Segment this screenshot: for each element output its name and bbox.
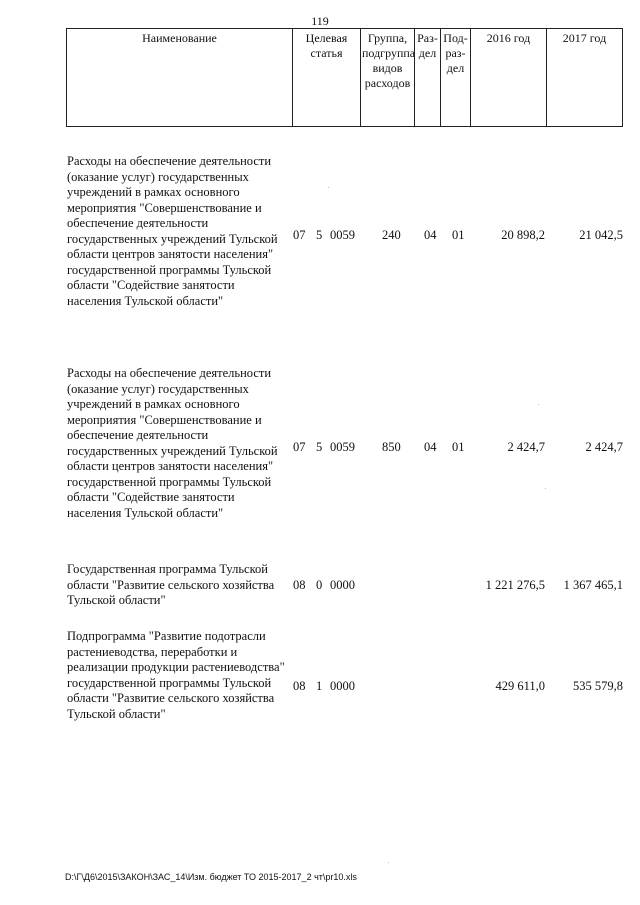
row-value-2016: 429 611,0	[495, 679, 545, 693]
row-code: 0059	[330, 440, 355, 454]
row-value-2016: 1 221 276,5	[485, 578, 545, 592]
row-prog: 07	[293, 440, 306, 454]
row-prog: 08	[293, 679, 306, 693]
row-name: Расходы на обеспечение деятельности (оказание услуг) государственных учреждений в рамках основного мероприятия "Совершенствование и обеспечение деятельности государственных учреждений Тульской области центров занятости населения" государственной программы Тульской области "Содействие занятости населения Тульской области"	[67, 366, 278, 520]
scan-speck	[328, 187, 329, 188]
row-sub: 5	[316, 228, 323, 242]
file-path-footer: D:\Г\Д6\2015\ЗАКОН\ЗАС_14\Изм. бюджет ТО 2015-2017_2 чт\pr10.xls	[65, 872, 357, 882]
header-razdel: Раз-дел	[415, 29, 441, 127]
scan-speck	[538, 404, 539, 405]
row-code: 0000	[330, 679, 355, 693]
table-header	[66, 28, 623, 127]
row-name: Подпрограмма "Развитие подотрасли растениеводства, переработки и реализации продукции растениеводства" государственной программы Тульской области "Развитие сельского хозяйства Тульской области"	[67, 629, 285, 721]
header-naimenovanie: Наименование	[67, 29, 293, 127]
page-number: 119	[311, 14, 329, 28]
row-name: Расходы на обеспечение деятельности (оказание услуг) государственных учреждений в рамках основного мероприятия "Совершенствование и обеспечение деятельности государственных учреждений Тульской области центров занятости населения" государственной программы Тульской области "Содействие занятости населения Тульской области"	[67, 154, 278, 308]
row-podrazdel: 01	[452, 228, 465, 242]
row-value-2016: 2 424,7	[507, 440, 545, 454]
row-razdel: 04	[424, 440, 437, 454]
row-sub: 5	[316, 440, 323, 454]
row-name: Государственная программа Тульской области "Развитие сельского хозяйства Тульской области"	[67, 562, 275, 607]
row-value-2017: 21 042,5	[579, 228, 623, 242]
row-podrazdel: 01	[452, 440, 465, 454]
row-sub: 0	[316, 578, 323, 592]
row-prog: 07	[293, 228, 306, 242]
row-sub: 1	[316, 679, 323, 693]
row-group: 850	[382, 440, 401, 454]
scan-speck	[388, 862, 389, 863]
header-gruppa: Группа, подгруппа видов расходов	[361, 29, 415, 127]
header-tselevaya-statya: Целевая статья	[293, 29, 361, 127]
header-2016: 2016 год	[471, 29, 547, 127]
row-prog: 08	[293, 578, 306, 592]
row-value-2017: 535 579,8	[573, 679, 623, 693]
row-value-2016: 20 898,2	[501, 228, 545, 242]
row-code: 0000	[330, 578, 355, 592]
row-group: 240	[382, 228, 401, 242]
row-value-2017: 1 367 465,1	[563, 578, 623, 592]
row-value-2017: 2 424,7	[585, 440, 623, 454]
header-podrazdel: Под-раз-дел	[441, 29, 471, 127]
row-code: 0059	[330, 228, 355, 242]
header-2017: 2017 год	[547, 29, 623, 127]
row-razdel: 04	[424, 228, 437, 242]
scan-speck	[545, 488, 546, 489]
